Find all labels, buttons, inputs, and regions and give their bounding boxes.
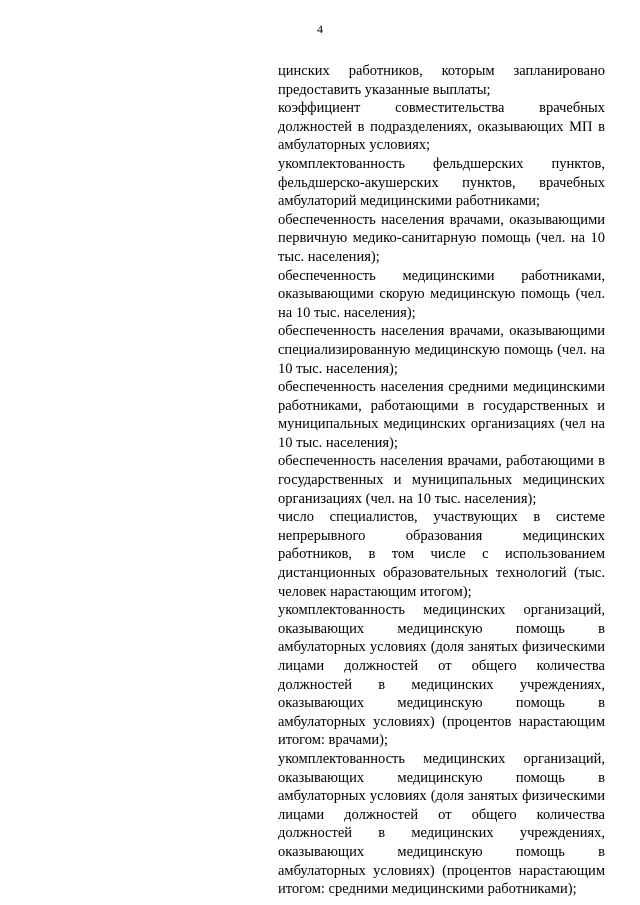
paragraph-outpatient-staffing-nurses: укомплектованность медицинских организаций, оказывающих медицинскую помощь в амбулаторных условиях (доля занятых физическими лицами должностей от общего количества должностей в медицинских учреждениях, оказывающих медицинскую помощь в амбулаторных условиях) (процентов нарастающим итогом: средними медицинскими работниками);: [278, 750, 605, 898]
paragraph-feldsher-staffing: укомплектованность фельдшерских пунктов, фельдшерско-акушерских пунктов, врачебных амбулаторий медицинскими работниками;: [278, 155, 605, 210]
paragraph-outpatient-staffing-doctors: укомплектованность медицинских организаций, оказывающих медицинскую помощь в амбулаторных условиях (доля занятых физическими лицами должностей от общего количества должностей в медицинских учреждениях, оказывающих медицинскую помощь в амбулаторных условиях) (процентов нарастающим итогом: врачами);: [278, 602, 605, 749]
paragraph-payments-continuation: цинских работников, которым запланировано предоставить указанные выплаты;: [278, 63, 605, 98]
paragraph-continuing-education: число специалистов, участвующих в системе непрерывного образования медицинских работников, в том числе с использованием дистанционных образовательных технологий (тыс. человек нарастающим итогом);: [278, 509, 605, 600]
page-number: 4: [317, 22, 323, 36]
paragraph-primary-care-doctors: обеспеченность населения врачами, оказывающими первичную медико-санитарную помощь (чел. на 10 тыс. населения);: [278, 211, 605, 265]
paragraph-specialized-care-doctors: обеспеченность населения врачами, оказывающими специализированную медицинскую помощь (чел. на 10 тыс. населения);: [278, 323, 605, 377]
paragraph-combination-coefficient: коэффициент совместительства врачебных должностей в подразделениях, оказывающих МП в амбулаторных условиях;: [278, 100, 605, 154]
paragraph-emergency-workers: обеспеченность медицинскими работниками, оказывающими скорую медицинскую помощь (чел. на 10 тыс. населения);: [278, 267, 605, 321]
paragraph-nursing-staff: обеспеченность населения средними медицинскими работниками, работающими в государственных и муниципальных медицинских организациях (чел на 10 тыс. населения);: [278, 379, 605, 451]
paragraph-state-doctors: обеспеченность населения врачами, работающими в государственных и муниципальных медицинских организациях (чел. на 10 тыс. населения);: [278, 453, 605, 507]
document-body: [278, 62, 605, 899]
